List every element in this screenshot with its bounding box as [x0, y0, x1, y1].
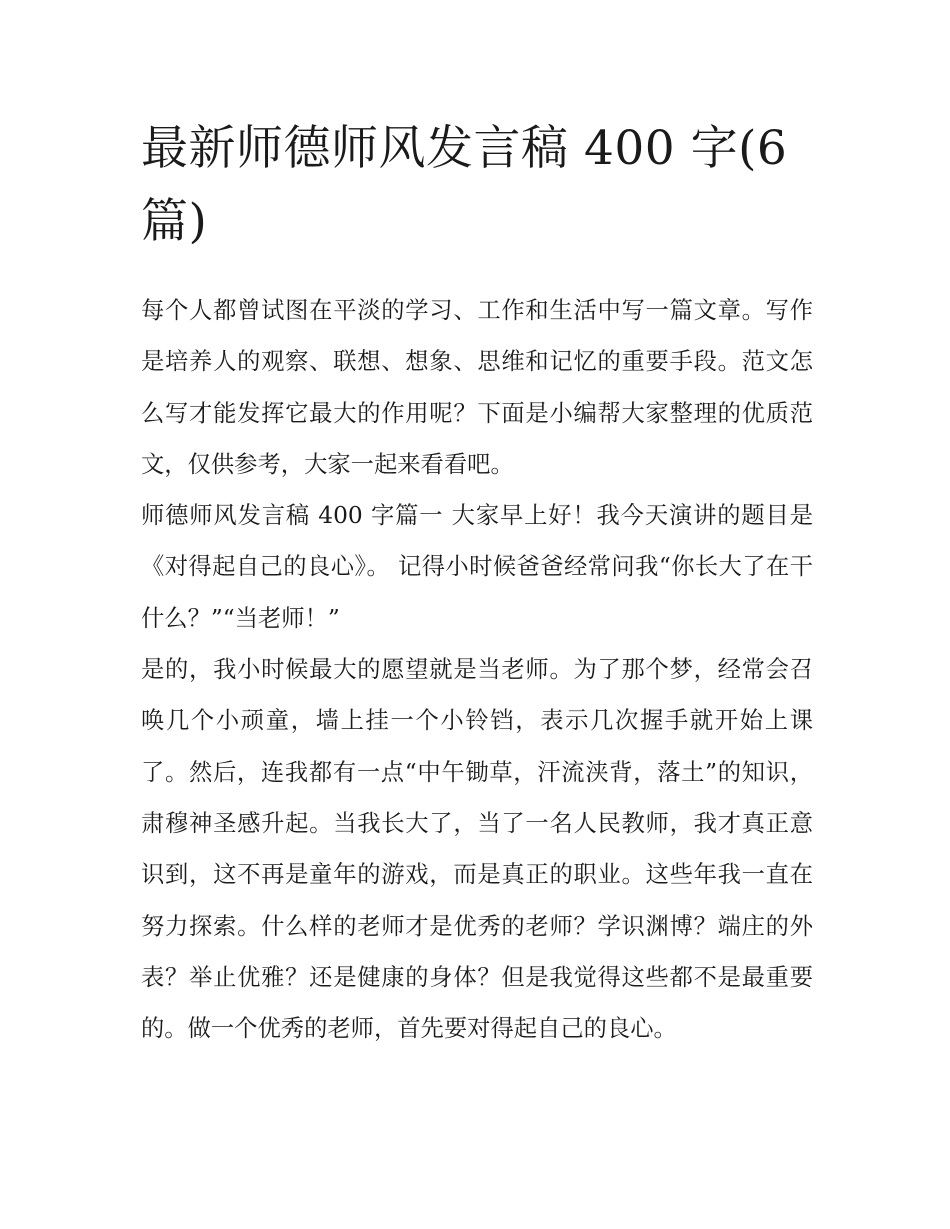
speech-body-paragraph: 是的，我小时候最大的愿望就是当老师。为了那个梦，经常会召唤几个小顽童，墙上挂一个小铃铛，表示几次握手就开始上课了。然后，连我都有一点“中午锄草，汗流浃背，落土”的知识，肃穆神圣感升起。当我长大了，当了一名人民教师，我才真正意识到，这不再是童年的游戏，而是真正的职业。这些年我一直在努力探索。什么样的老师才是优秀的老师？学识渊博？端庄的外表？举止优雅？还是健康的身体？但是我觉得这些都不是最重要的。做一个优秀的老师，首先要对得起自己的良心。 — [141, 656, 813, 1043]
speech-opening-paragraph: 师德师风发言稿 400 字篇一 大家早上好！我今天演讲的题目是《对得起自己的良心》。 记得小时候爸爸经常问我“你长大了在干什么？”“当老师！” — [141, 502, 813, 632]
intro-paragraph: 每个人都曾试图在平淡的学习、工作和生活中写一篇文章。写作是培养人的观察、联想、想象、思维和记忆的重要手段。范文怎么写才能发挥它最大的作用呢？下面是小编帮大家整理的优质范文，仅供参考，大家一起来看看吧。 — [141, 297, 813, 478]
document-title: 最新师德师风发言稿 400 字(6 篇) — [141, 121, 788, 249]
document-body — [141, 112, 813, 1054]
